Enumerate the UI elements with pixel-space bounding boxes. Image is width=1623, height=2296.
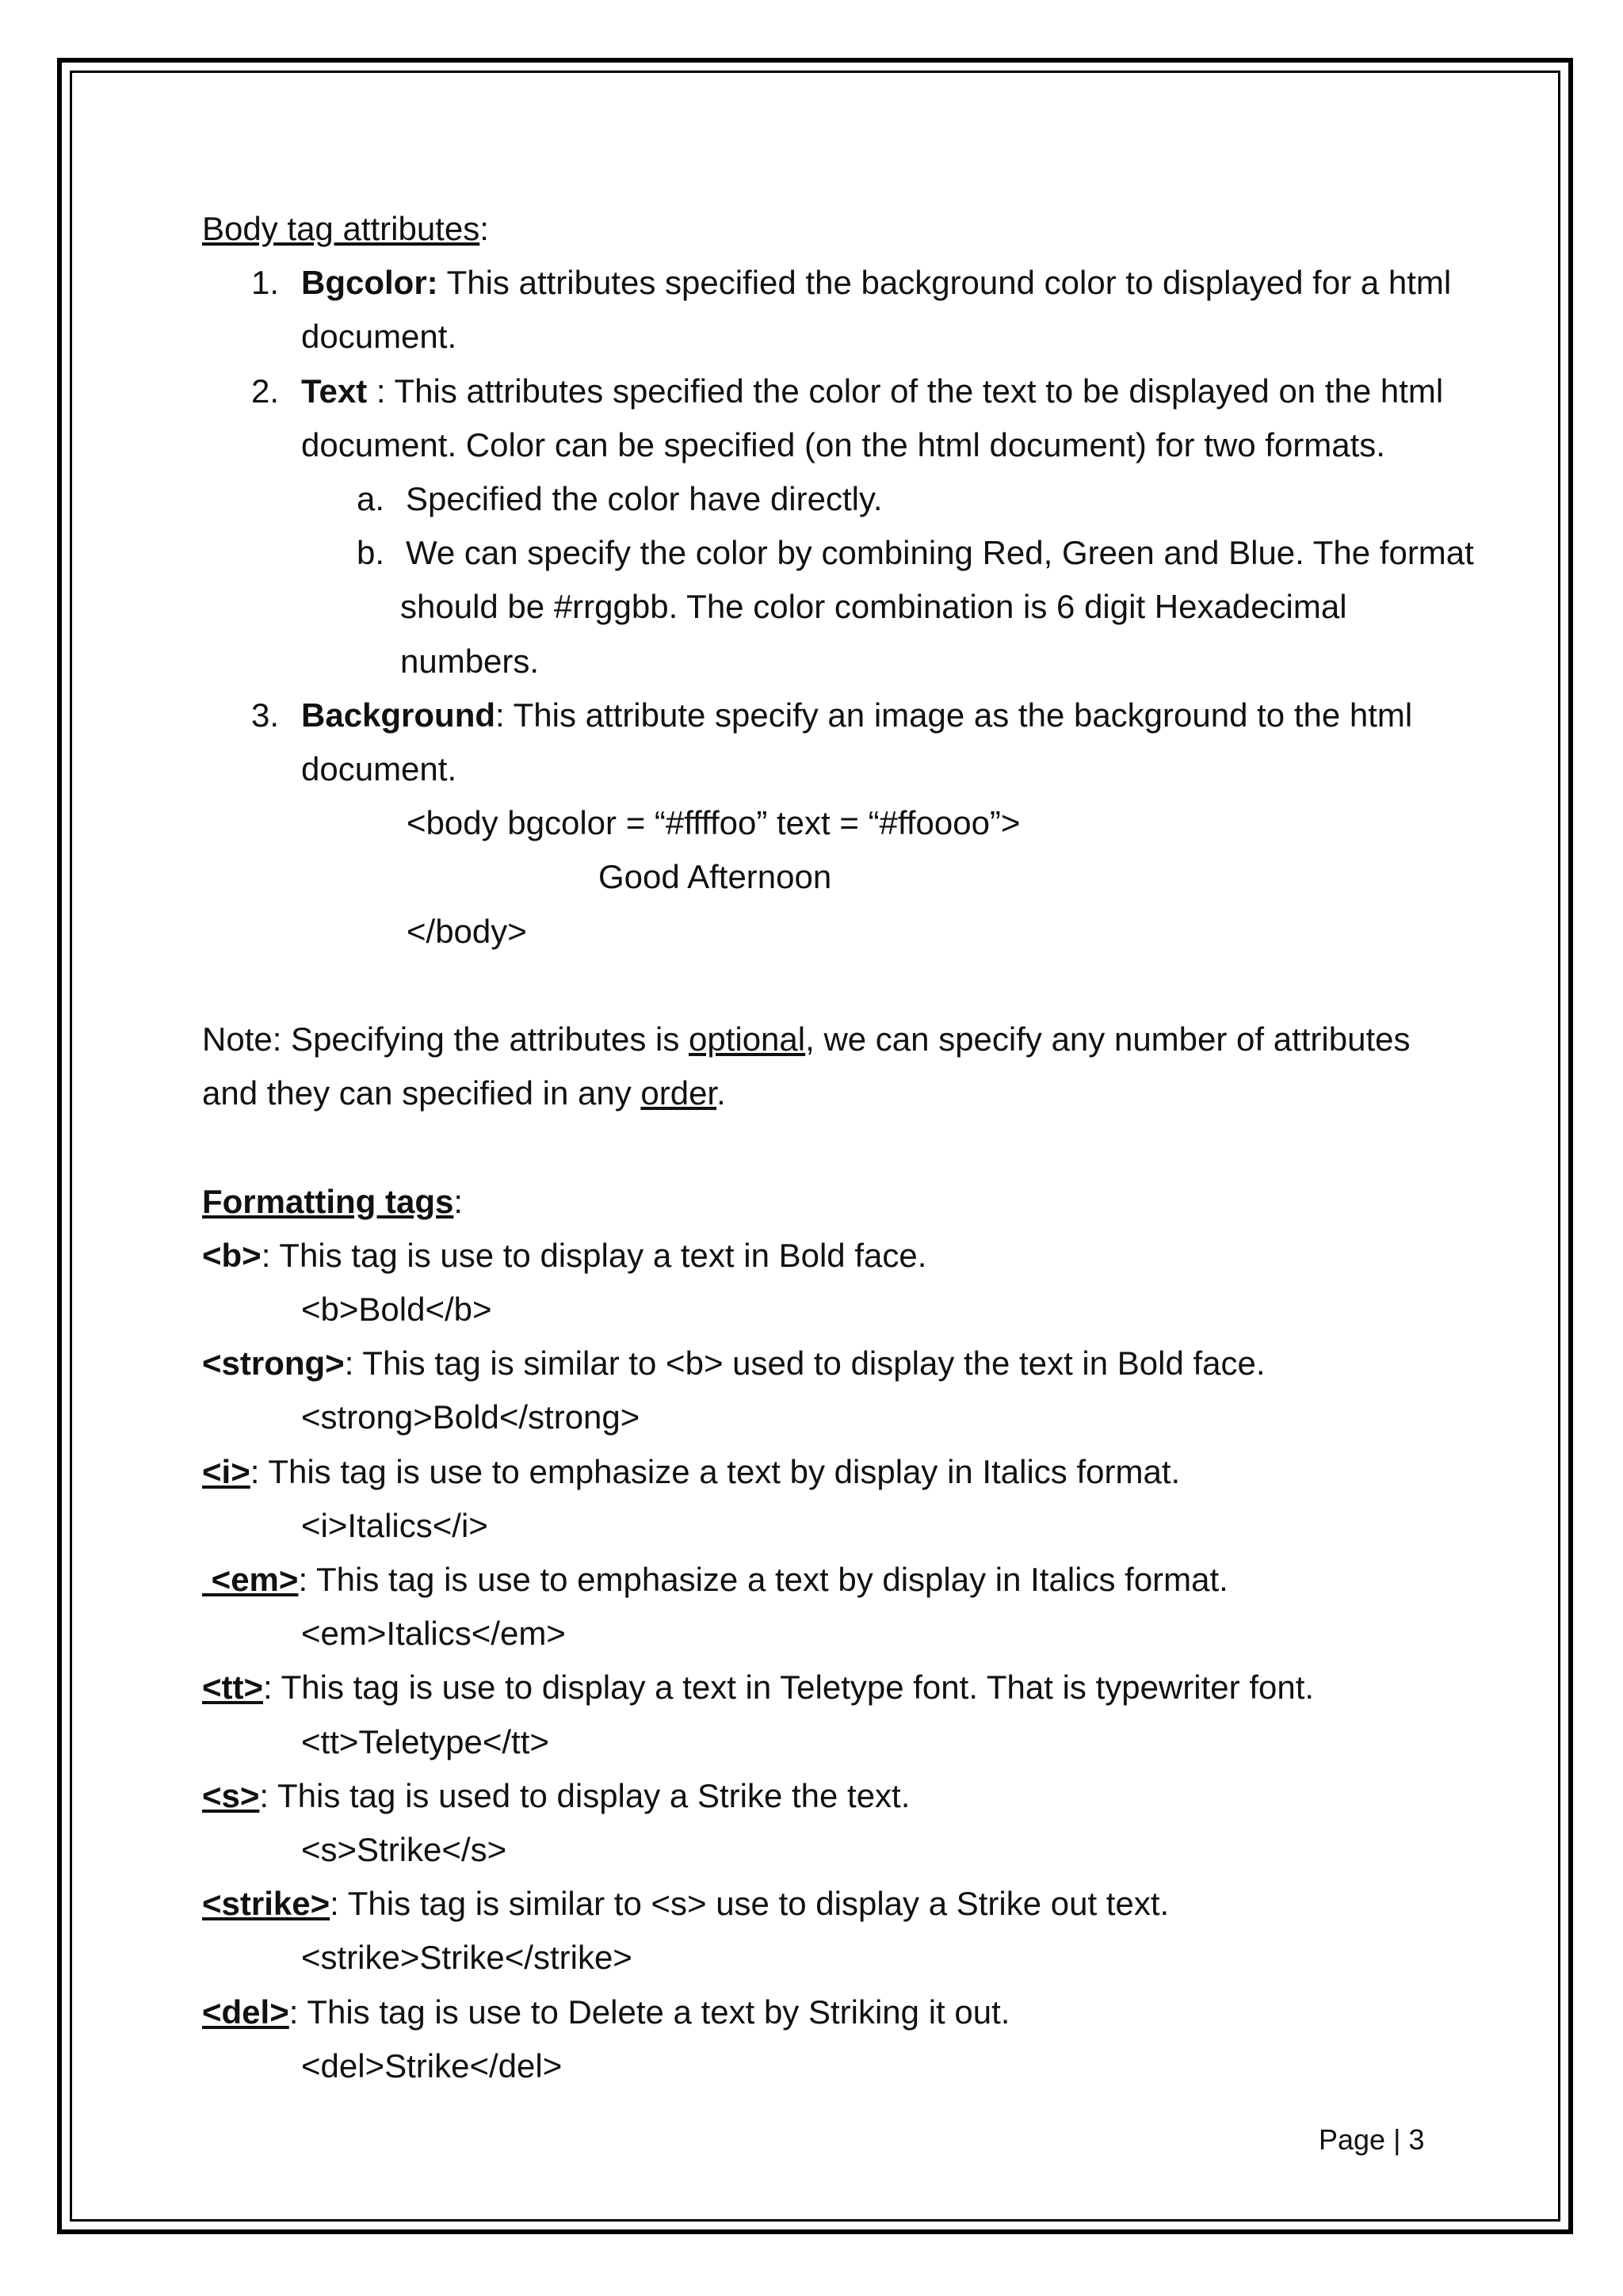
spacer (202, 959, 1549, 1013)
tag-b-example: <b>Bold</b> (301, 1291, 492, 1329)
note-optional: optional (688, 1020, 806, 1058)
note-line-1: Note: Specifying the attributes is optional, we can specify any number of attributes (202, 1020, 1411, 1058)
sub-item-b: b. We can specify the color by combining Red, Green and Blue. The format (357, 534, 1474, 572)
list-item-bgcolor-cont: document. (301, 318, 457, 356)
sub-item-b-cont-2: numbers. (400, 642, 540, 680)
tag-em-example: <em>Italics</em> (301, 1615, 566, 1653)
list-item-background: 3. Background: This attribute specify an image as the background to the html (251, 696, 1413, 734)
tag-strong: <strong>: This tag is similar to <b> used to display the text in Bold face. (202, 1344, 1266, 1383)
tag-del-example: <del>Strike</del> (301, 2046, 563, 2084)
list-item-text-cont: document. Color can be specified (on the html document) for two formats. (301, 425, 1385, 463)
page-separator: | (1393, 2123, 1401, 2156)
page-footer (1319, 2123, 1424, 2157)
document-body (202, 202, 1549, 2093)
tag-s-example: <s>Strike</s> (301, 1831, 507, 1869)
term-background: Background (301, 696, 496, 734)
tag-tt: <tt>: This tag is use to display a text in Teletype font. That is typewriter font. (202, 1669, 1315, 1707)
spacer (202, 1120, 1549, 1174)
sub-item-b-cont-1: should be #rrggbb. The color combination is 6 digit Hexadecimal (400, 588, 1347, 626)
tag-strike: <strike>: This tag is similar to <s> use to display a Strike out text. (202, 1885, 1170, 1923)
term-text: Text (301, 372, 368, 410)
example-body-close: </body> (407, 912, 527, 950)
tag-em: <em>: This tag is use to emphasize a text by display in Italics format. (202, 1561, 1228, 1599)
tag-strong-example: <strong>Bold</strong> (301, 1398, 640, 1436)
example-body-content: Good Afternoon (598, 858, 832, 896)
list-item-text: 2. Text : This attributes specified the color of the text to be displayed on the html (251, 372, 1444, 410)
note-line-2: and they can specified in any order. (202, 1074, 726, 1112)
tag-tt-example: <tt>Teletype</tt> (301, 1722, 549, 1760)
body-attrs-heading: Body tag attributes (202, 210, 480, 247)
term-bgcolor: Bgcolor: (301, 264, 438, 302)
sub-item-a: a. Specified the color have directly. (357, 480, 883, 518)
page-number: 3 (1408, 2123, 1425, 2156)
example-body-open: <body bgcolor = “#ffffoo” text = “#ffoooo”> (407, 804, 1021, 842)
formatting-heading: Formatting tags (202, 1182, 454, 1220)
list-item-bgcolor: 1. Bgcolor: This attributes specified the background color to displayed for a html (251, 264, 1452, 302)
list-item-background-cont: document. (301, 750, 457, 788)
formatting-heading-line: Formatting tags: (202, 1182, 464, 1220)
tag-b: <b>: This tag is use to display a text in Bold face. (202, 1236, 927, 1274)
tag-i-example: <i>Italics</i> (301, 1506, 488, 1544)
body-attrs-heading-line: Body tag attributes: (202, 210, 489, 247)
tag-s: <s>: This tag is used to display a Strike the text. (202, 1776, 911, 1814)
page-label: Page (1319, 2123, 1386, 2156)
tag-strike-example: <strike>Strike</strike> (301, 1939, 632, 1977)
tag-del: <del>: This tag is use to Delete a text by Striking it out. (202, 1993, 1010, 2031)
note-order: order (640, 1074, 717, 1112)
tag-i: <i>: This tag is use to emphasize a text by display in Italics format. (202, 1452, 1181, 1490)
